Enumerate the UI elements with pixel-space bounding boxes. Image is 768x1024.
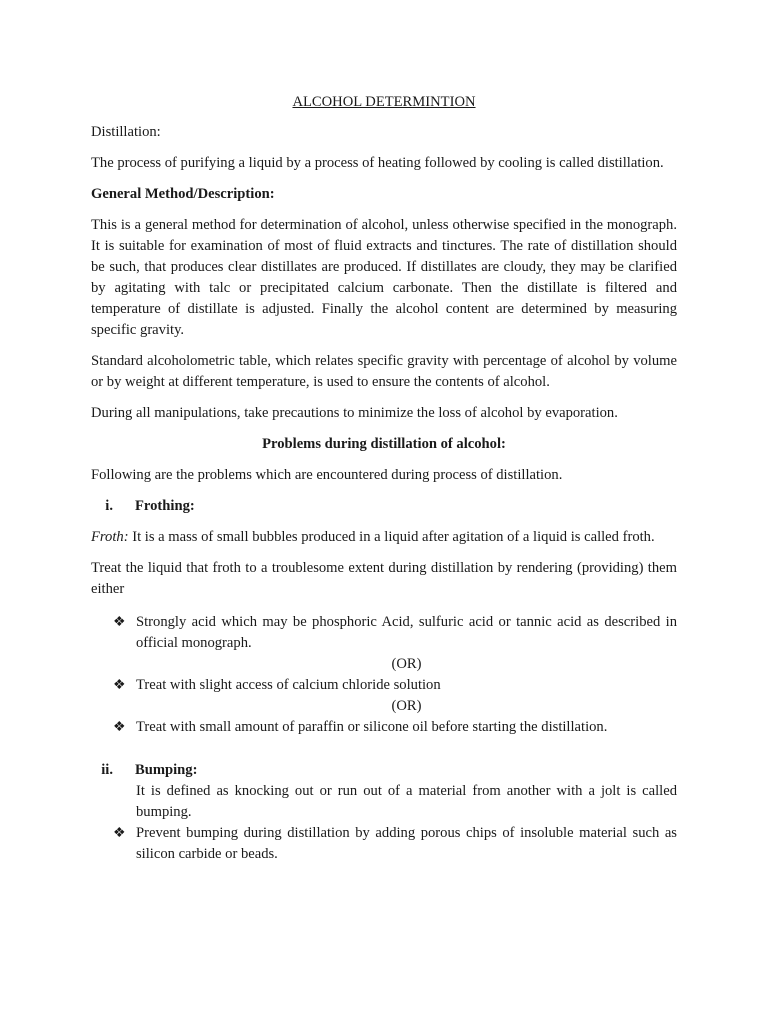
bumping-definition: It is defined as knocking out or run out of a material from another with a jolt is called bumping.	[136, 783, 677, 820]
bumping-heading: Bumping:	[135, 762, 198, 778]
diamond-bullet-icon: ❖	[113, 826, 126, 841]
document-title: ALCOHOL DETERMINTION	[292, 94, 476, 110]
list-item	[91, 675, 677, 696]
frothing-heading: Frothing:	[135, 498, 195, 514]
document-page	[91, 92, 677, 865]
frothing-bullet-list	[91, 612, 677, 738]
frothing-bullet-1: Strongly acid which may be phosphoric Acid, sulfuric acid or tannic acid as described in official monograph.	[136, 614, 677, 651]
alcoholometric-table-paragraph: Standard alcoholometric table, which relates specific gravity with percentage of alcohol by volume or by weight at different temperature, is used to ensure the contents of alcohol.	[91, 353, 677, 390]
distillation-heading: Distillation:	[91, 124, 161, 140]
list-item	[91, 612, 677, 654]
bumping-bullet-1: Prevent bumping during distillation by adding porous chips of insoluble material such as silicon carbide or beads.	[136, 825, 677, 862]
froth-treatment-paragraph: Treat the liquid that froth to a troublesome extent during distillation by rendering (providing) them either	[91, 560, 677, 597]
frothing-heading-row	[91, 496, 677, 517]
bumping-bullet-list	[91, 823, 677, 865]
list-item	[91, 823, 677, 865]
frothing-number: i.	[105, 498, 113, 514]
bumping-number: ii.	[101, 762, 113, 778]
frothing-bullet-3: Treat with small amount of paraffin or silicone oil before starting the distillation.	[136, 719, 608, 735]
or-separator-2: (OR)	[391, 698, 422, 714]
froth-definition-text: It is a mass of small bubbles produced in a liquid after agitation of a liquid is called froth.	[128, 529, 655, 545]
general-method-heading: General Method/Description:	[91, 186, 275, 202]
general-method-paragraph: This is a general method for determination of alcohol, unless otherwise specified in the monograph. It is suitable for examination of most of fluid extracts and tinctures. The rate of distillation should be such, that produces clear distillates are produced. If distillates are cloudy, they may be clarified by agitating with talc or precipitated calcium carbonate. Then the distillate is filtered and temperature of distillate is adjusted. Finally the alcohol content are determined by measuring specific gravity.	[91, 217, 677, 338]
manipulations-paragraph: During all manipulations, take precautions to minimize the loss of alcohol by evaporation.	[91, 405, 618, 421]
problems-intro: Following are the problems which are encountered during process of distillation.	[91, 467, 563, 483]
diamond-bullet-icon: ❖	[113, 720, 126, 735]
froth-definition	[91, 527, 677, 548]
diamond-bullet-icon: ❖	[113, 678, 126, 693]
bumping-heading-row	[91, 760, 677, 781]
froth-term: Froth:	[91, 529, 129, 545]
or-separator-1: (OR)	[391, 656, 422, 672]
diamond-bullet-icon: ❖	[113, 615, 126, 630]
frothing-bullet-2: Treat with slight access of calcium chloride solution	[136, 677, 441, 693]
list-item	[91, 717, 677, 738]
distillation-definition: The process of purifying a liquid by a process of heating followed by cooling is called distillation.	[91, 155, 664, 171]
problems-heading: Problems during distillation of alcohol:	[262, 436, 506, 452]
